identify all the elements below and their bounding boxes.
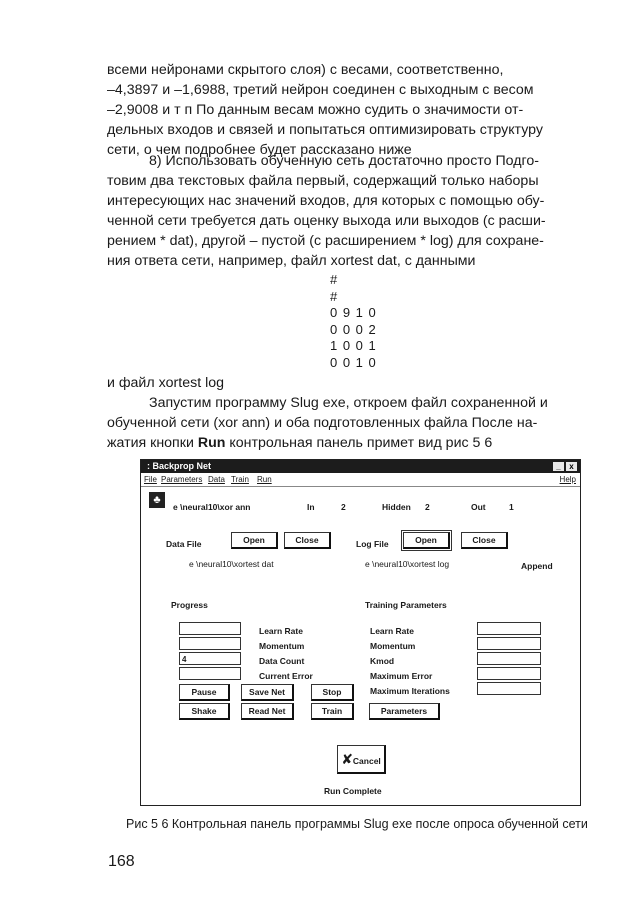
param-label: Kmod	[370, 656, 395, 666]
text-line: 8) Использовать обученную сеть достаточно просто Подго-	[149, 153, 539, 169]
menu-bar	[141, 474, 580, 487]
text-line: ния ответа сети, например, файл xortest dat, с данными	[107, 253, 476, 269]
out-value: 1	[509, 502, 514, 512]
menu-help[interactable]: Help	[559, 475, 576, 484]
read-net-button[interactable]: Read Net	[241, 703, 294, 720]
paragraph-2	[107, 151, 607, 271]
menu-train[interactable]: Train	[231, 475, 249, 484]
momentum-display	[179, 637, 241, 650]
text-line: Запустим программу Slug exe, откроем файл сохраненной и	[149, 395, 548, 411]
in-value: 2	[341, 502, 346, 512]
text-line: товим два текстовых файла первый, содержащий только наборы	[107, 173, 539, 189]
max-error-input[interactable]	[477, 667, 541, 680]
menu-run[interactable]: Run	[257, 475, 272, 484]
text-line	[107, 433, 607, 453]
text-line: рением * dat), другой – пустой (с расширением * log) для сохране-	[107, 233, 544, 249]
data-close-button[interactable]: Close	[284, 532, 331, 549]
code-line: 0 9 1 0	[330, 305, 377, 320]
minimize-button[interactable]: _	[553, 462, 564, 471]
paragraph-3	[107, 393, 607, 453]
hidden-label: Hidden	[382, 502, 411, 512]
momentum-input[interactable]	[477, 637, 541, 650]
window-title: : Backprop Net	[147, 461, 212, 471]
text-fragment: жатия кнопки	[107, 435, 194, 451]
param-label: Maximum Iterations	[370, 686, 450, 696]
page-number: 168	[108, 853, 135, 870]
code-line: #	[330, 272, 339, 287]
text-fragment: контрольная панель примет вид рис 5 6	[229, 435, 493, 451]
backprop-window	[140, 459, 581, 806]
text-line: –2,9008 и т п По данным весам можно судить о значимости от-	[107, 102, 524, 118]
param-label: Maximum Error	[370, 671, 433, 681]
text-line: сети, о чем подробнее будет рассказано ниже	[107, 142, 412, 158]
row-label: Data Count	[259, 656, 305, 666]
append-label: Append	[521, 561, 553, 571]
run-keyword: Run	[197, 435, 226, 451]
parameters-button[interactable]: Parameters	[369, 703, 440, 720]
text-line: интересующих нас значений входов, для которых с помощью обу-	[107, 193, 545, 209]
out-label: Out	[471, 502, 486, 512]
log-file-path: e \neural10\xortest log	[365, 559, 450, 569]
title-bar	[141, 460, 580, 473]
figure-caption: Рис 5 6 Контрольная панель программы Slug exe после опроса обученной сети	[126, 817, 588, 831]
learn-rate-display	[179, 622, 241, 635]
code-line: 0 0 1 0	[330, 354, 377, 370]
after-code-line: и файл xortest log	[107, 375, 225, 391]
data-count-display: 4	[179, 652, 241, 665]
max-iterations-input[interactable]	[477, 682, 541, 695]
row-label: Current Error	[259, 671, 313, 681]
param-label: Learn Rate	[370, 626, 414, 636]
progress-label: Progress	[171, 600, 208, 610]
code-line: 0 0 0 2	[330, 321, 377, 337]
log-file-label: Log File	[356, 539, 389, 549]
stop-button[interactable]: Stop	[311, 684, 354, 701]
text-line: всеми нейронами скрытого слоя) с весами, соответственно,	[107, 62, 504, 78]
training-params-label: Training Parameters	[365, 600, 447, 610]
row-label: Learn Rate	[259, 626, 303, 636]
train-button[interactable]: Train	[311, 703, 354, 720]
code-line: 1 0 0 1	[330, 338, 377, 353]
save-net-button[interactable]: Save Net	[241, 684, 294, 701]
cancel-x-icon: ✘	[341, 751, 353, 767]
log-open-button[interactable]: Open	[403, 532, 450, 549]
network-icon: ♣	[149, 492, 165, 508]
data-open-button[interactable]: Open	[231, 532, 278, 549]
menu-data[interactable]: Data	[208, 475, 225, 484]
text-line: дельных входов и связей и попытаться оптимизировать структуру	[107, 122, 543, 138]
in-label: In	[307, 502, 315, 512]
row-label: Momentum	[259, 641, 305, 651]
log-close-button[interactable]: Close	[461, 532, 508, 549]
text-line: обученной сети (xor ann) и оба подготовленных файла После на-	[107, 415, 538, 431]
status-text: Run Complete	[324, 786, 382, 796]
close-icon[interactable]: x	[566, 462, 577, 471]
paragraph-1	[107, 60, 607, 160]
data-file-label: Data File	[166, 539, 202, 549]
cancel-button[interactable]	[337, 745, 386, 774]
code-line: #	[330, 288, 339, 304]
hidden-value: 2	[425, 502, 430, 512]
current-error-display	[179, 667, 241, 680]
text-line: –4,3897 и –1,6988, третий нейрон соединен с выходным с весом	[107, 82, 534, 98]
learn-rate-input[interactable]	[477, 622, 541, 635]
param-label: Momentum	[370, 641, 416, 651]
net-file-path: e \neural10\xor ann	[173, 502, 251, 512]
pause-button[interactable]: Pause	[179, 684, 230, 701]
cancel-label: Cancel	[352, 756, 381, 766]
kmod-input[interactable]	[477, 652, 541, 665]
data-file-path: e \neural10\xortest dat	[189, 559, 274, 569]
shake-button[interactable]: Shake	[179, 703, 230, 720]
menu-parameters[interactable]: Parameters	[161, 475, 203, 484]
data-listing	[330, 272, 377, 371]
text-line: ченной сети требуется дать оценку выхода или выходов (с расши-	[107, 213, 546, 229]
menu-file[interactable]: File	[144, 475, 157, 484]
